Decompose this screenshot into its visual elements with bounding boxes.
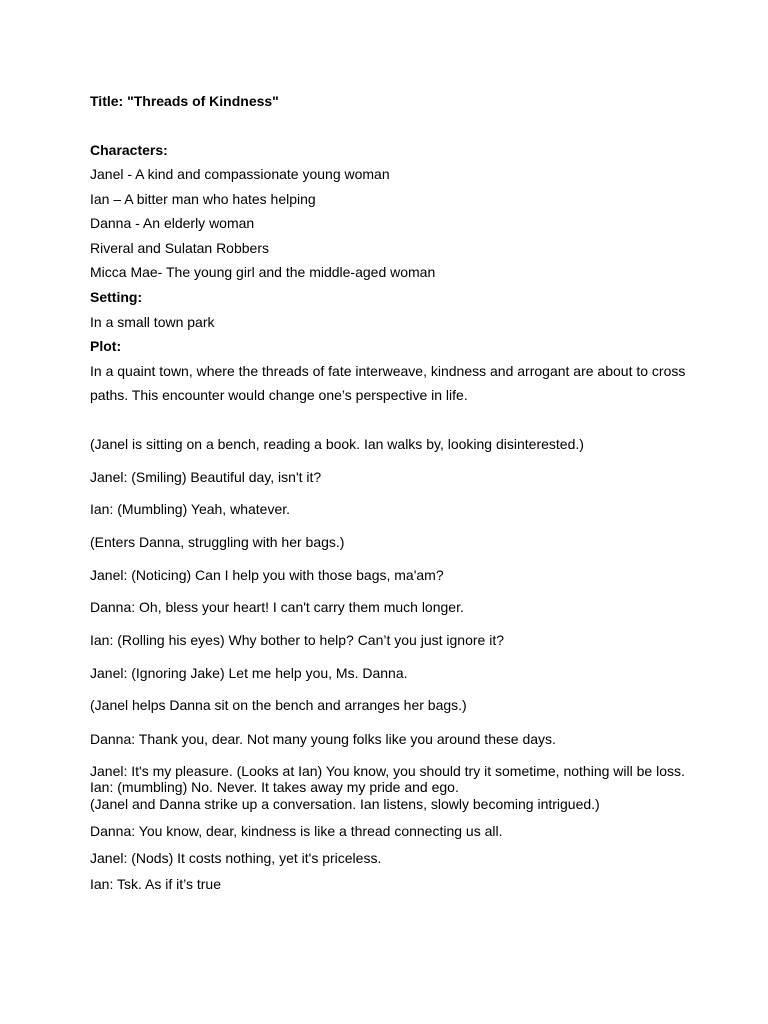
setting-heading: Setting: xyxy=(90,289,143,305)
script-line: Ian: (mumbling) No. Never. It takes away my pride and ego. xyxy=(90,779,459,795)
setting-text: In a small town park xyxy=(90,314,215,330)
script-line: Janel: It's my pleasure. (Looks at Ian) You know, you should try it sometime, nothing will be loss. xyxy=(90,763,685,779)
character-line: Danna - An elderly woman xyxy=(90,215,255,231)
script-line: Ian: (Rolling his eyes) Why bother to help? Can’t you just ignore it? xyxy=(90,632,504,648)
document-title: Title: "Threads of Kindness" xyxy=(90,93,279,109)
characters-heading: Characters: xyxy=(90,142,168,158)
character-line: Riveral and Sulatan Robbers xyxy=(90,240,269,256)
script-line: Janel: (Noticing) Can I help you with those bags, ma'am? xyxy=(90,567,444,583)
script-line: Janel: (Smiling) Beautiful day, isn't it? xyxy=(90,469,322,485)
script-line: Ian: (Mumbling) Yeah, whatever. xyxy=(90,501,291,517)
plot-line: In a quaint town, where the threads of fate interweave, kindness and arrogant are about to cross xyxy=(90,363,686,379)
script-line: Ian: Tsk. As if it’s true xyxy=(90,876,221,892)
plot-heading: Plot: xyxy=(90,338,122,354)
script-line: (Janel helps Danna sit on the bench and arranges her bags.) xyxy=(90,697,467,713)
script-line: Danna: You know, dear, kindness is like a thread connecting us all. xyxy=(90,823,503,839)
script-line: (Janel is sitting on a bench, reading a book. Ian walks by, looking disinterested.) xyxy=(90,436,584,452)
character-line: Ian – A bitter man who hates helping xyxy=(90,191,316,207)
script-line: Danna: Oh, bless your heart! I can't carry them much longer. xyxy=(90,599,464,615)
script-line: Janel: (Ignoring Jake) Let me help you, Ms. Danna. xyxy=(90,665,408,681)
script-line: (Enters Danna, struggling with her bags.) xyxy=(90,534,345,550)
plot-line: paths. This encounter would change one’s perspective in life. xyxy=(90,387,468,403)
character-line: Micca Mae- The young girl and the middle-aged woman xyxy=(90,264,436,280)
script-line: Janel: (Nods) It costs nothing, yet it's priceless. xyxy=(90,850,382,866)
script-line: (Janel and Danna strike up a conversation. Ian listens, slowly becoming intrigued.) xyxy=(90,796,600,812)
script-line: Danna: Thank you, dear. Not many young folks like you around these days. xyxy=(90,731,556,747)
character-line: Janel - A kind and compassionate young woman xyxy=(90,166,390,182)
